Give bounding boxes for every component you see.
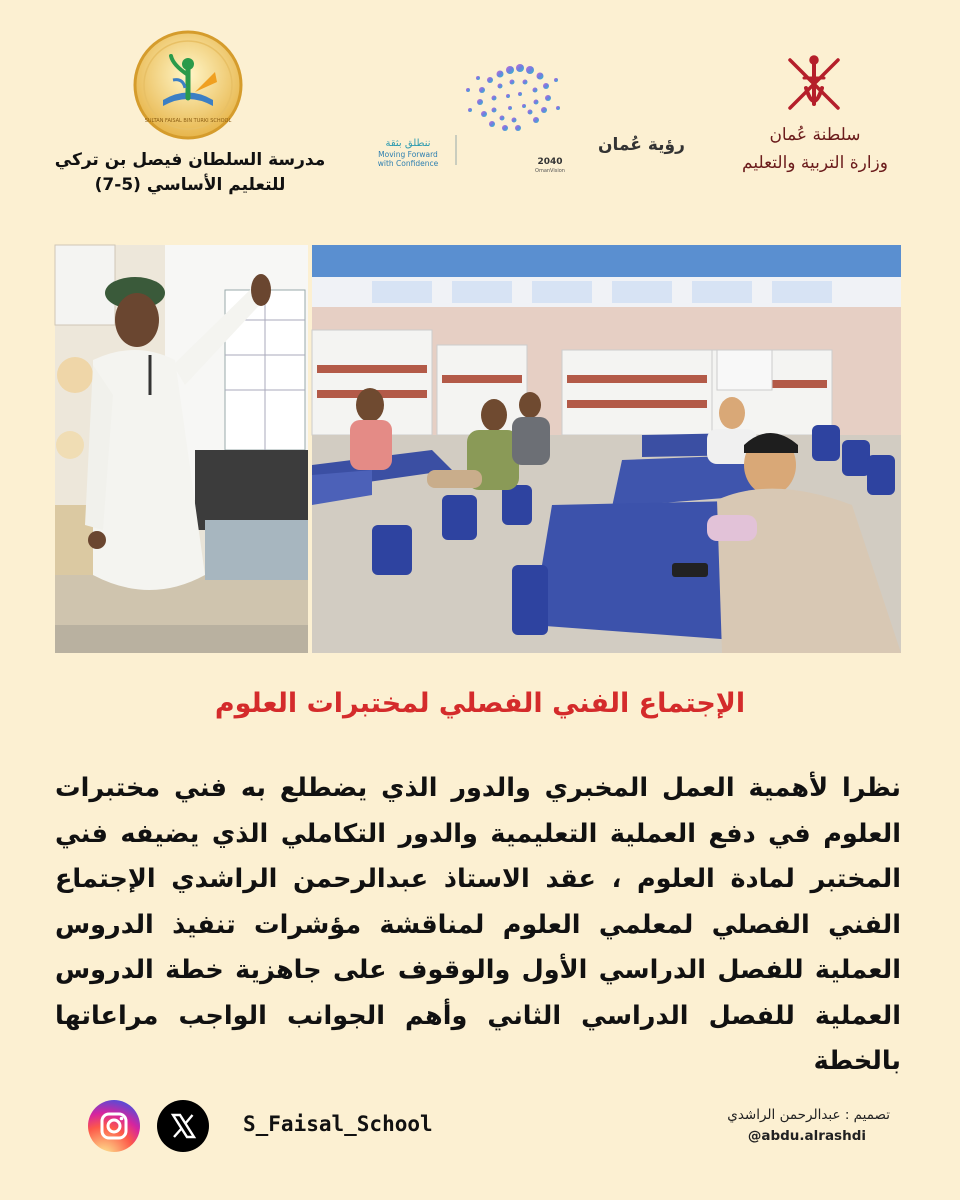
- designer-handle[interactable]: @abdu.alrashdi: [747, 1128, 866, 1144]
- slogan-english-2: with Confidence: [377, 159, 439, 168]
- slogan-english-1: Moving Forward: [378, 150, 438, 159]
- ministry-logo: [720, 48, 910, 188]
- school-name: [40, 148, 340, 198]
- photo-meeting: [312, 245, 901, 653]
- oman-vision-logo: [360, 50, 685, 180]
- vision-year: 2040: [537, 157, 563, 167]
- oman-emblem-icon: [790, 57, 838, 108]
- x-icon[interactable]: [157, 1100, 209, 1152]
- slogan-arabic: ننطلق بثقة: [385, 138, 431, 149]
- ministry-line1: سلطنة عُمان: [769, 125, 861, 145]
- school-name-line2: للتعليم الأساسي (5-7): [94, 175, 286, 195]
- instagram-icon[interactable]: [88, 1100, 140, 1152]
- article-title: الإجتماع الفني الفصلي لمختبرات العلوم: [214, 688, 746, 719]
- school-name-line1: مدرسة السلطان فيصل بن تركي: [54, 150, 326, 170]
- photo-presenter: [55, 245, 308, 653]
- vision-english: OmanVision: [535, 168, 565, 174]
- school-social-handle[interactable]: S_Faisal_School: [243, 1112, 433, 1136]
- vision-arabic: رؤية عُمان: [598, 135, 685, 155]
- ministry-line2: وزارة التربية والتعليم: [742, 153, 888, 173]
- school-logo: [133, 30, 243, 140]
- school-logo-caption: SULTAN FAISAL BIN TURKI SCHOOL: [144, 118, 232, 124]
- design-credit: تصميم : عبدالرحمن الراشدي: [727, 1107, 890, 1123]
- article-body: نظرا لأهمية العمل المخبري والدور الذي يضطلع به فني مختبرات العلوم في دفع العملية التعليمية والدور التكاملي الذي يضيفه فني المختبر لمادة العلوم ، عقد الاستاذ عبدالرحمن الراشدي الإجتماع الفني الفصلي لمعلمي العلوم لمناقشة مؤشرات تنفيذ الدروس العملية للفصل الدراسي الأول والوقوف على جاهزية خطة الدروس العملية للفصل الدراسي الثاني وأهم الجوانب الواجب مراعاتها بالخطة: [55, 773, 901, 1076]
